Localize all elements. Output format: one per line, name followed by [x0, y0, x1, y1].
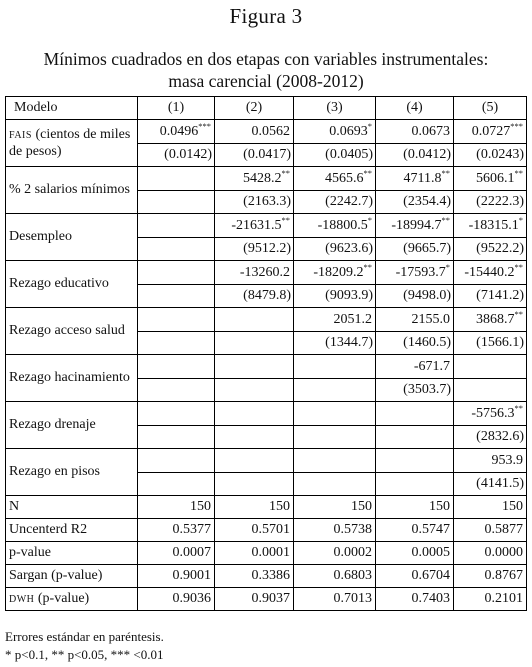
- coefficient-cell: [454, 449, 527, 473]
- coefficient-cell: [138, 261, 215, 285]
- statistic-cell: 0.6803: [294, 565, 376, 588]
- standard-error-cell: (9498.0): [376, 285, 454, 308]
- coefficient-cell: [138, 402, 215, 426]
- coefficient-value: 0.0673: [411, 123, 450, 139]
- row-label-text: Sargan (p-value): [9, 568, 103, 583]
- statistic-cell: 0.5701: [215, 519, 294, 542]
- standard-error-cell: (9093.9): [294, 285, 376, 308]
- coefficient-cell: [454, 120, 527, 144]
- coefficient-value: 3868.7: [476, 311, 515, 327]
- coefficient-cell: [215, 449, 294, 473]
- row-label: [6, 565, 138, 588]
- coefficient-cell: [294, 402, 376, 426]
- coefficient-cell: [138, 449, 215, 473]
- coefficient-cell: [138, 120, 215, 144]
- row-label-text: Uncenterd R2: [9, 522, 88, 537]
- statistic-cell: 0.7403: [376, 588, 454, 611]
- coefficient-value: 5606.1: [476, 170, 515, 186]
- row-label-text: N: [9, 499, 20, 514]
- significance-stars: **: [281, 167, 290, 178]
- table-note-significance: * p<0.1, ** p<0.05, *** <0.01: [5, 647, 164, 662]
- coefficient-cell: [454, 355, 527, 379]
- standard-error-cell: (0.0142): [138, 144, 215, 167]
- coefficient-cell: [215, 261, 294, 285]
- statistic-row: [6, 496, 527, 519]
- coefficient-value: -18315.1: [468, 217, 519, 233]
- column-header: (5): [454, 97, 527, 120]
- significance-stars: *: [445, 261, 450, 272]
- statistic-cell: 0.0000: [454, 542, 527, 565]
- statistic-cell: 150: [376, 496, 454, 519]
- coefficient-cell: [294, 214, 376, 238]
- row-label: [6, 355, 138, 402]
- statistic-cell: 0.0001: [215, 542, 294, 565]
- coefficient-cell: [376, 214, 454, 238]
- coefficient-cell: [294, 449, 376, 473]
- significance-stars: **: [514, 167, 523, 178]
- coefficient-cell: [454, 214, 527, 238]
- coefficient-cell: [376, 308, 454, 332]
- statistic-cell: 150: [294, 496, 376, 519]
- coefficient-cell: [376, 167, 454, 191]
- coefficient-cell: [294, 167, 376, 191]
- row-label: [6, 167, 138, 214]
- standard-error-cell: (1344.7): [294, 332, 376, 355]
- statistic-cell: 0.2101: [454, 588, 527, 611]
- coefficient-value: 0.0562: [251, 123, 290, 139]
- row-label: [6, 402, 138, 449]
- row-label-text: Desempleo: [9, 229, 72, 244]
- coefficient-cell: [294, 120, 376, 144]
- coefficient-row: [6, 214, 527, 238]
- coefficient-value: 2051.2: [333, 311, 372, 327]
- coefficient-cell: [138, 355, 215, 379]
- significance-stars: **: [281, 214, 290, 225]
- coefficient-cell: [376, 120, 454, 144]
- statistic-cell: 0.6704: [376, 565, 454, 588]
- statistic-cell: 0.9001: [138, 565, 215, 588]
- standard-error-cell: [138, 332, 215, 355]
- standard-error-cell: [215, 473, 294, 496]
- statistic-cell: 150: [454, 496, 527, 519]
- statistic-cell: 150: [215, 496, 294, 519]
- significance-stars: ***: [198, 120, 211, 131]
- significance-stars: *: [518, 214, 523, 225]
- row-label: [6, 519, 138, 542]
- regression-results-table: [5, 96, 527, 611]
- coefficient-value: -18800.5: [317, 217, 368, 233]
- row-label: [6, 120, 138, 167]
- standard-error-cell: [215, 379, 294, 402]
- statistic-cell: 0.8767: [454, 565, 527, 588]
- coefficient-cell: [138, 167, 215, 191]
- statistic-cell: 0.5377: [138, 519, 215, 542]
- standard-error-cell: (9522.2): [454, 238, 527, 261]
- standard-error-cell: [138, 379, 215, 402]
- statistic-cell: 0.5738: [294, 519, 376, 542]
- column-header: (1): [138, 97, 215, 120]
- standard-error-cell: [138, 473, 215, 496]
- standard-error-cell: (3503.7): [376, 379, 454, 402]
- row-label-text: % 2 salarios mínimos: [9, 182, 130, 197]
- table-header-row: [6, 97, 527, 120]
- row-label-text: Rezago hacinamiento: [9, 370, 130, 385]
- standard-error-cell: (0.0417): [215, 144, 294, 167]
- significance-stars: **: [363, 261, 372, 272]
- model-header: Modelo: [6, 97, 138, 120]
- coefficient-cell: [376, 261, 454, 285]
- row-label-text: Rezago en pisos: [9, 464, 100, 479]
- standard-error-cell: [376, 426, 454, 449]
- coefficient-cell: [138, 308, 215, 332]
- standard-error-cell: (0.0405): [294, 144, 376, 167]
- row-label: [6, 214, 138, 261]
- statistic-row: [6, 565, 527, 588]
- coefficient-row: [6, 449, 527, 473]
- coefficient-cell: [215, 355, 294, 379]
- column-header: (2): [215, 97, 294, 120]
- coefficient-value: 5428.2: [243, 170, 282, 186]
- statistic-cell: 0.5747: [376, 519, 454, 542]
- table-subtitle-line2: masa carencial (2008-2012): [168, 71, 364, 91]
- significance-stars: **: [441, 167, 450, 178]
- standard-error-cell: [138, 238, 215, 261]
- coefficient-value: -13260.2: [239, 264, 290, 280]
- standard-error-cell: (9665.7): [376, 238, 454, 261]
- coefficient-value: 953.9: [491, 452, 523, 468]
- significance-stars: **: [441, 214, 450, 225]
- statistic-row: [6, 588, 527, 611]
- coefficient-cell: [215, 402, 294, 426]
- row-label: [6, 542, 138, 565]
- table-note-standard-errors: Errores estándar en paréntesis.: [5, 629, 164, 644]
- coefficient-value: 0.0727: [471, 123, 511, 139]
- coefficient-row: [6, 261, 527, 285]
- coefficient-value: -18209.2: [313, 264, 364, 280]
- coefficient-cell: [215, 167, 294, 191]
- coefficient-row: [6, 120, 527, 144]
- standard-error-cell: [138, 426, 215, 449]
- coefficient-value: 0.0693: [329, 123, 368, 139]
- row-label: [6, 308, 138, 355]
- coefficient-value: 4565.6: [325, 170, 364, 186]
- standard-error-cell: (2222.3): [454, 191, 527, 214]
- coefficient-row: [6, 402, 527, 426]
- row-label-text: (cientos de miles de pesos): [9, 126, 131, 159]
- row-label-text: p-value: [9, 545, 51, 560]
- table-subtitle-line1: Mínimos cuadrados en dos etapas con variables instrumentales:: [43, 49, 489, 69]
- standard-error-cell: [294, 379, 376, 402]
- significance-stars: *: [367, 120, 372, 131]
- standard-error-cell: [138, 285, 215, 308]
- coefficient-cell: [454, 402, 527, 426]
- coefficient-cell: [138, 214, 215, 238]
- coefficient-value: -5756.3: [471, 405, 515, 421]
- standard-error-cell: (0.0412): [376, 144, 454, 167]
- coefficient-row: [6, 308, 527, 332]
- standard-error-cell: (4141.5): [454, 473, 527, 496]
- significance-stars: **: [514, 261, 523, 272]
- coefficient-cell: [454, 167, 527, 191]
- standard-error-cell: (1566.1): [454, 332, 527, 355]
- coefficient-value: 2155.0: [411, 311, 450, 327]
- significance-stars: **: [363, 167, 372, 178]
- standard-error-cell: (8479.8): [215, 285, 294, 308]
- row-label-text: Rezago acceso salud: [9, 323, 125, 338]
- standard-error-cell: (9512.2): [215, 238, 294, 261]
- significance-stars: *: [367, 214, 372, 225]
- coefficient-cell: [294, 261, 376, 285]
- coefficient-value: -21631.5: [231, 217, 282, 233]
- coefficient-cell: [215, 214, 294, 238]
- standard-error-cell: (2163.3): [215, 191, 294, 214]
- coefficient-row: [6, 167, 527, 191]
- standard-error-cell: (1460.5): [376, 332, 454, 355]
- significance-stars: ***: [510, 120, 523, 131]
- coefficient-value: 4711.8: [403, 170, 442, 186]
- statistic-cell: 0.9036: [138, 588, 215, 611]
- coefficient-cell: [294, 355, 376, 379]
- standard-error-cell: [294, 426, 376, 449]
- row-label-text: Rezago educativo: [9, 276, 109, 291]
- row-label-abbrev: DWH: [9, 593, 35, 605]
- standard-error-cell: [215, 426, 294, 449]
- coefficient-value: -18994.7: [391, 217, 442, 233]
- coefficient-row: [6, 355, 527, 379]
- coefficient-cell: [215, 120, 294, 144]
- statistic-cell: 150: [138, 496, 215, 519]
- coefficient-cell: [376, 449, 454, 473]
- statistic-cell: 0.7013: [294, 588, 376, 611]
- coefficient-cell: [294, 308, 376, 332]
- row-label-text: (p-value): [34, 590, 90, 606]
- coefficient-value: -15440.2: [464, 264, 515, 280]
- statistic-cell: 0.9037: [215, 588, 294, 611]
- statistic-row: [6, 519, 527, 542]
- standard-error-cell: (2832.6): [454, 426, 527, 449]
- standard-error-cell: [294, 473, 376, 496]
- row-label: [6, 588, 138, 611]
- standard-error-cell: (2354.4): [376, 191, 454, 214]
- standard-error-cell: (2242.7): [294, 191, 376, 214]
- row-label: [6, 261, 138, 308]
- statistic-cell: 0.0005: [376, 542, 454, 565]
- row-label-abbrev: FAIS: [9, 129, 32, 141]
- standard-error-cell: (0.0243): [454, 144, 527, 167]
- standard-error-cell: (9623.6): [294, 238, 376, 261]
- significance-stars: **: [514, 308, 523, 319]
- standard-error-cell: [138, 191, 215, 214]
- statistic-cell: 0.0002: [294, 542, 376, 565]
- coefficient-cell: [454, 308, 527, 332]
- row-label: [6, 496, 138, 519]
- row-label-text: Rezago drenaje: [9, 417, 96, 432]
- statistic-cell: 0.0007: [138, 542, 215, 565]
- coefficient-cell: [376, 355, 454, 379]
- coefficient-cell: [376, 402, 454, 426]
- statistic-row: [6, 542, 527, 565]
- column-header: (4): [376, 97, 454, 120]
- figure-title: Figura 3: [229, 4, 303, 28]
- coefficient-value: -671.7: [413, 358, 450, 374]
- coefficient-value: -17593.7: [395, 264, 446, 280]
- column-header: (3): [294, 97, 376, 120]
- statistic-cell: 0.3386: [215, 565, 294, 588]
- coefficient-value: 0.0496: [159, 123, 199, 139]
- coefficient-cell: [215, 308, 294, 332]
- standard-error-cell: (7141.2): [454, 285, 527, 308]
- statistic-cell: 0.5877: [454, 519, 527, 542]
- row-label: [6, 449, 138, 496]
- significance-stars: **: [514, 402, 523, 413]
- coefficient-cell: [454, 261, 527, 285]
- standard-error-cell: [215, 332, 294, 355]
- standard-error-cell: [454, 379, 527, 402]
- standard-error-cell: [376, 473, 454, 496]
